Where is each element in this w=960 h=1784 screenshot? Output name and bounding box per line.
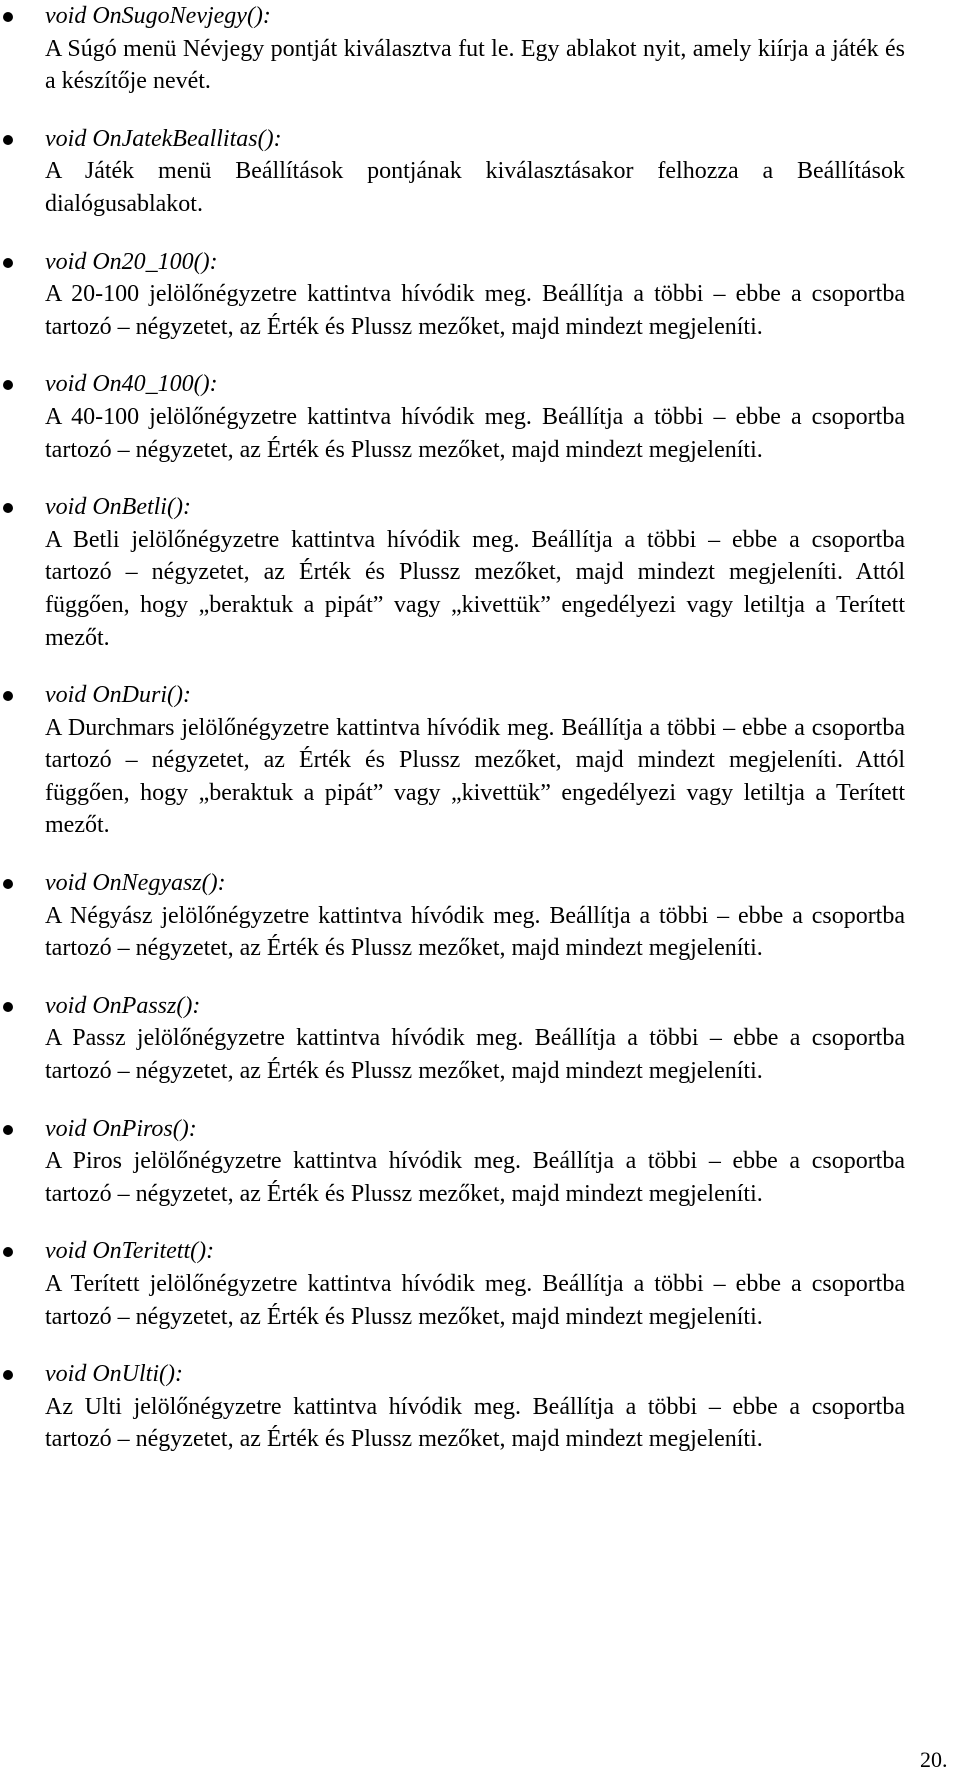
function-signature: void OnUlti(): [45,1361,183,1388]
function-description: A Betli jelölőnégyzetre kattintva hívódik meg. Beállítja a többi – ebbe a csoportba tartozó – négyzetet, az Érték és Plussz mezőket, majd mindezt megjeleníti. Attól függően, hogy „beraktuk a pipát” vagy „kivettük” engedélyezi vagy letiltja a Terített mezőt. [45,526,905,651]
bullet-icon [3,1247,13,1257]
list-item [0,123,905,221]
function-description: A 20-100 jelölőnégyzetre kattintva hívódik meg. Beállítja a többi – ebbe a csoportba tartozó – négyzetet, az Érték és Plussz mezőket, majd mindezt megjeleníti. [45,281,905,340]
list-item [0,1358,905,1456]
function-description: A 40-100 jelölőnégyzetre kattintva hívódik meg. Beállítja a többi – ebbe a csoportba tartozó – négyzetet, az Érték és Plussz mezőket, majd mindezt megjeleníti. [45,403,905,463]
list-item [0,491,905,654]
bullet-icon [3,879,13,889]
list-item [0,368,905,466]
function-signature: void OnPiros(): [45,1115,197,1142]
function-signature: void OnPassz(): [45,992,201,1019]
function-signature: void OnSugoNevjegy(): [45,3,271,29]
list-item [0,679,905,842]
list-item [0,0,905,98]
bullet-icon [3,1002,13,1012]
function-description: A Súgó menü Névjegy pontját kiválasztva fut le. Egy ablakot nyit, amely kiírja a játék és a készítője nevét. [45,35,905,95]
bullet-icon [3,1125,13,1135]
function-signature: void OnNegyasz(): [45,870,226,897]
function-description: A Négyász jelölőnégyzetre kattintva hívódik meg. Beállítja a többi – ebbe a csoportba tartozó – négyzetet, az Érték és Plussz mezőket, majd mindezt megjeleníti. [45,902,905,962]
bullet-icon [3,691,13,701]
list-item [0,867,905,965]
list-item [0,1235,905,1333]
function-signature: void OnJatekBeallitas(): [45,125,282,152]
page-number: 20. [920,1747,948,1772]
function-description: A Passz jelölőnégyzetre kattintva hívódik meg. Beállítja a többi – ebbe a csoportba tartozó – négyzetet, az Érték és Plussz mezőket, majd mindezt megjeleníti. [45,1025,905,1085]
bullet-icon [3,135,13,145]
function-signature: void OnBetli(): [45,494,191,521]
function-description: A Terített jelölőnégyzetre kattintva hívódik meg. Beállítja a többi – ebbe a csoportba tartozó – négyzetet, az Érték és Plussz mezőket, majd mindezt megjeleníti. [45,1271,905,1330]
bullet-icon [3,503,13,513]
function-description: A Durchmars jelölőnégyzetre kattintva hívódik meg. Beállítja a többi – ebbe a csoportba tartozó – négyzetet, az Érték és Plussz mezőket, majd mindezt megjeleníti. Attól függően, hogy „beraktuk a pipát” vagy „kivettük” engedélyezi vagy letiltja a Terített mezőt. [45,714,905,839]
list-item [0,1113,905,1211]
bullet-icon [3,1370,13,1380]
function-description: A Piros jelölőnégyzetre kattintva hívódik meg. Beállítja a többi – ebbe a csoportba tartozó – négyzetet, az Érték és Plussz mezőket, majd mindezt megjeleníti. [45,1148,905,1207]
function-signature: void On20_100(): [45,248,218,275]
function-signature: void On40_100(): [45,371,218,398]
function-signature: void OnDuri(): [45,682,191,709]
bullet-icon [3,12,13,22]
function-signature: void OnTeritett(): [45,1238,215,1265]
list-item [0,990,905,1088]
list-item [0,246,905,344]
function-description: Az Ulti jelölőnégyzetre kattintva hívódik meg. Beállítja a többi – ebbe a csoportba tartozó – négyzetet, az Érték és Plussz mezőket, majd mindezt megjeleníti. [45,1393,905,1453]
function-description: A Játék menü Beállítások pontjának kiválasztásakor felhozza a Beállítások dialógusablakot. [45,158,905,217]
bullet-icon [3,258,13,268]
bullet-icon [3,380,13,390]
